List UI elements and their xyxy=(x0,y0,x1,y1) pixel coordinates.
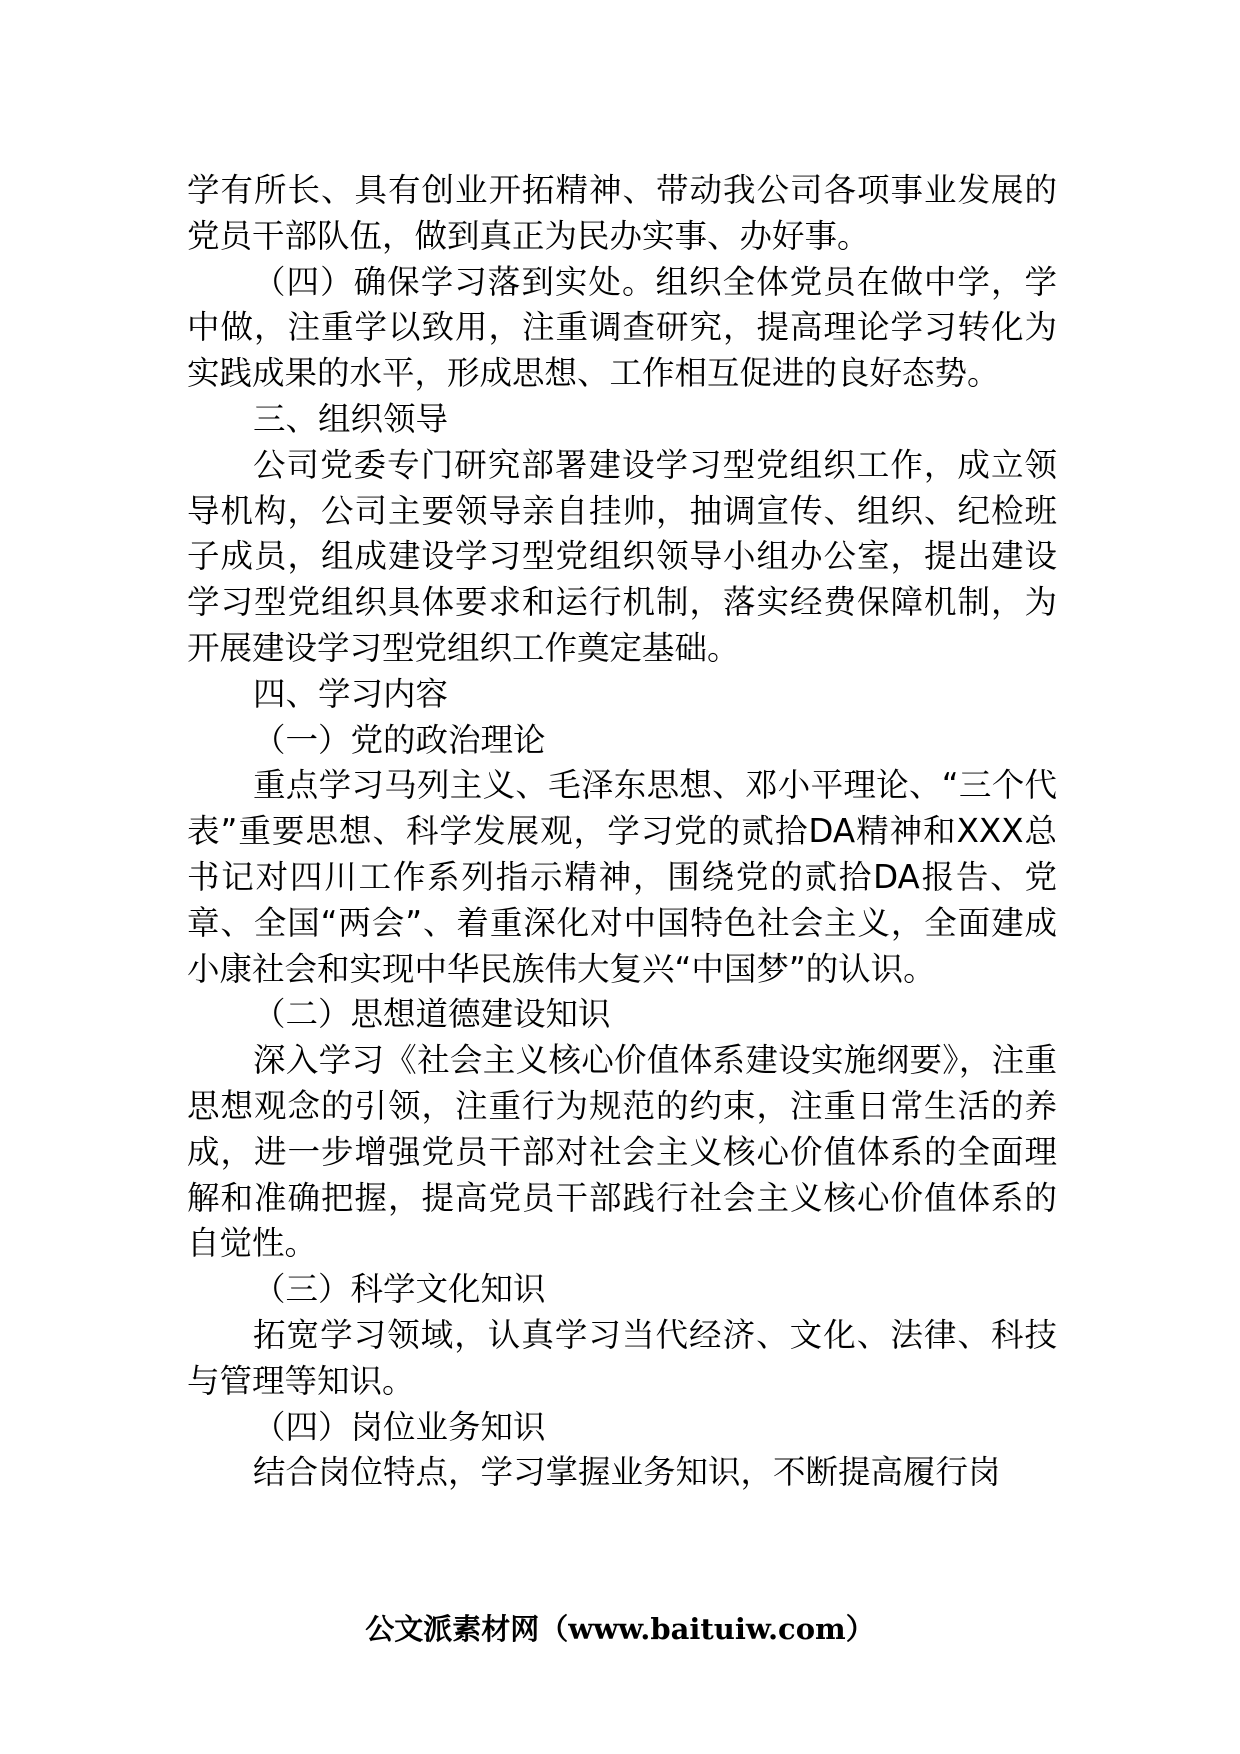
subheading-political-theory: （一）党的政治理论 xyxy=(253,720,546,759)
paragraph-job-knowledge: 结合岗位特点，学习掌握业务知识，不断提高履行岗 xyxy=(253,1453,1001,1492)
heading-organization-leadership: 三、组织领导 xyxy=(253,399,449,438)
paragraph-organization-leadership: 公司党委专门研究部署建设学习型党组织工作，成立领导机构，公司主要领导亲自挂帅，抽调宣传、组织、纪检班子成员，组成建设学习型党组织领导小组办公室，提出建设学习型党组织具体要求和运行机制，落实经费保障机制，为开展建设学习型党组织工作奠定基础。 xyxy=(187,445,1057,667)
paragraph-science-culture: 拓宽学习领域，认真学习当代经济、文化、法律、科技与管理等知识。 xyxy=(187,1315,1057,1400)
subheading-ideological-moral: （二）思想道德建设知识 xyxy=(253,995,611,1034)
paragraph-ensure-learning: （四）确保学习落到实处。组织全体党员在做中学，学中做，注重学以致用，注重调查研究，提高理论学习转化为实践成果的水平，形成思想、工作相互促进的良好态势。 xyxy=(187,262,1057,393)
paragraph-continuation: 学有所长、具有创业开拓精神、带动我公司各项事业发展的党员干部队伍，做到真正为民办实事、办好事。 xyxy=(187,171,1057,255)
document-body xyxy=(187,168,1057,1496)
paragraph-political-theory: 重点学习马列主义、毛泽东思想、邓小平理论、“三个代表”重要思想、科学发展观，学习党的贰拾DA精神和XXX总书记对四川工作系列指示精神，围绕党的贰拾DA报告、党章、全国“两会”、着重深化对中国特色社会主义，全面建成小康社会和实现中华民族伟大复兴“中国梦”的认识。 xyxy=(187,766,1057,988)
subheading-science-culture: （三）科学文化知识 xyxy=(253,1270,546,1309)
paragraph-ideological-moral: 深入学习《社会主义核心价值体系建设实施纲要》，注重思想观念的引领，注重行为规范的约束，注重日常生活的养成，进一步增强党员干部对社会主义核心价值体系的全面理解和准确把握，提高党员干部践行社会主义核心价值体系的自觉性。 xyxy=(187,1041,1057,1263)
subheading-job-knowledge: （四）岗位业务知识 xyxy=(253,1407,546,1446)
page-footer-source: 公文派素材网（www.baituiw.com） xyxy=(365,1612,875,1646)
heading-learning-content: 四、学习内容 xyxy=(253,674,449,713)
